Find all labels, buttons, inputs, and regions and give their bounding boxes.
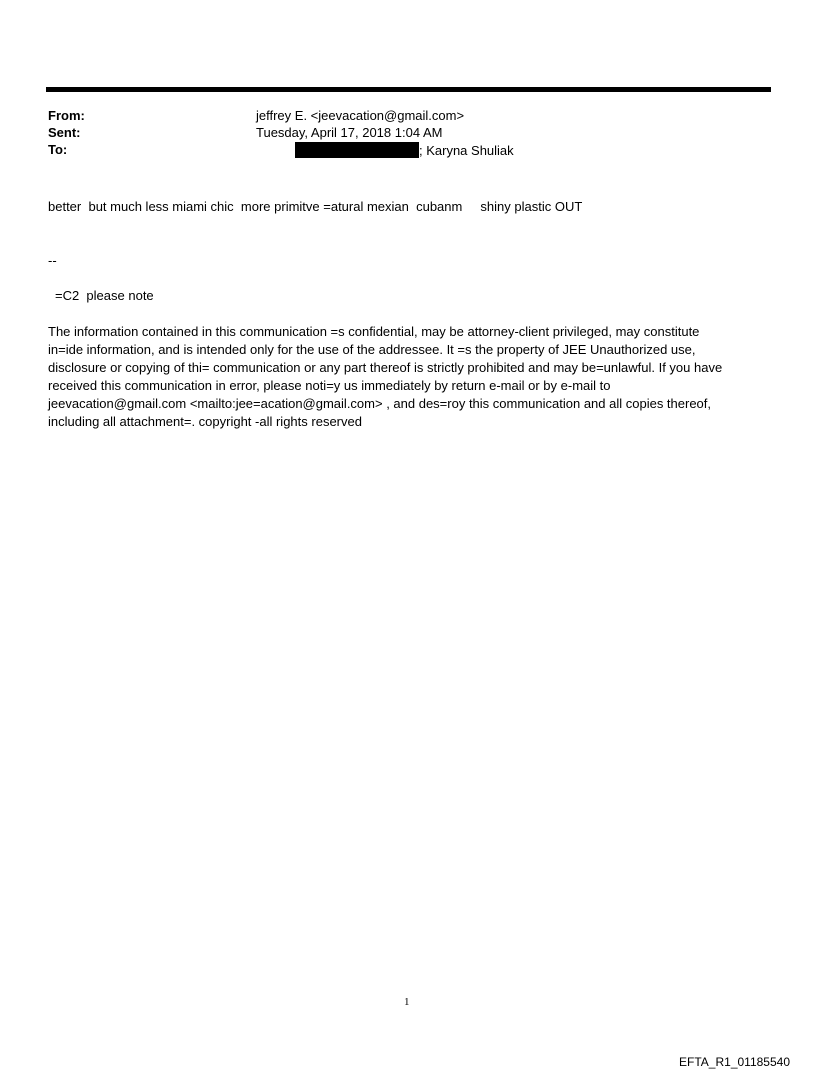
email-header — [48, 108, 768, 159]
sent-value: Tuesday, April 17, 2018 1:04 AM — [256, 125, 443, 140]
from-row — [48, 108, 768, 125]
signature-note: =C2 please note — [55, 288, 154, 303]
to-value: ; Karyna Shuliak — [419, 143, 514, 158]
page-number: 1 — [404, 996, 410, 1008]
document-id: EFTA_R1_01185540 — [679, 1055, 790, 1069]
to-label: To: — [48, 142, 68, 157]
from-label: From: — [48, 108, 85, 123]
message-text: better but much less miami chic more primitve =atural mexian cubanm shiny plastic OUT — [48, 199, 583, 214]
disclaimer-line: in=ide information, and is intended only for the use of the addressee. It =s the property of JEE Unauthorized use, — [48, 342, 696, 357]
disclaimer-line: The information contained in this communication =s confidential, may be attorney-client privileged, may constitute — [48, 324, 700, 339]
header-divider — [46, 87, 771, 92]
disclaimer-line: received this communication in error, please noti=y us immediately by return e-mail or by e-mail to — [48, 378, 611, 393]
disclaimer-line: jeevacation@gmail.com <mailto:jee=acation@gmail.com> , and des=roy this communication and all copies thereof, — [48, 396, 712, 411]
disclaimer-line: disclosure or copying of thi= communication or any part thereof is strictly prohibited and may be=unlawful. If you have — [48, 360, 723, 375]
signature-separator: -- — [48, 253, 57, 268]
confidentiality-disclaimer — [48, 323, 768, 431]
to-value-container — [247, 142, 514, 160]
redaction-block — [295, 142, 419, 158]
sent-label: Sent: — [48, 125, 81, 140]
from-value: jeffrey E. <jeevacation@gmail.com> — [256, 108, 465, 123]
disclaimer-line: including all attachment=. copyright -all rights reserved — [48, 414, 362, 429]
sent-row — [48, 125, 768, 142]
to-row — [48, 142, 768, 159]
